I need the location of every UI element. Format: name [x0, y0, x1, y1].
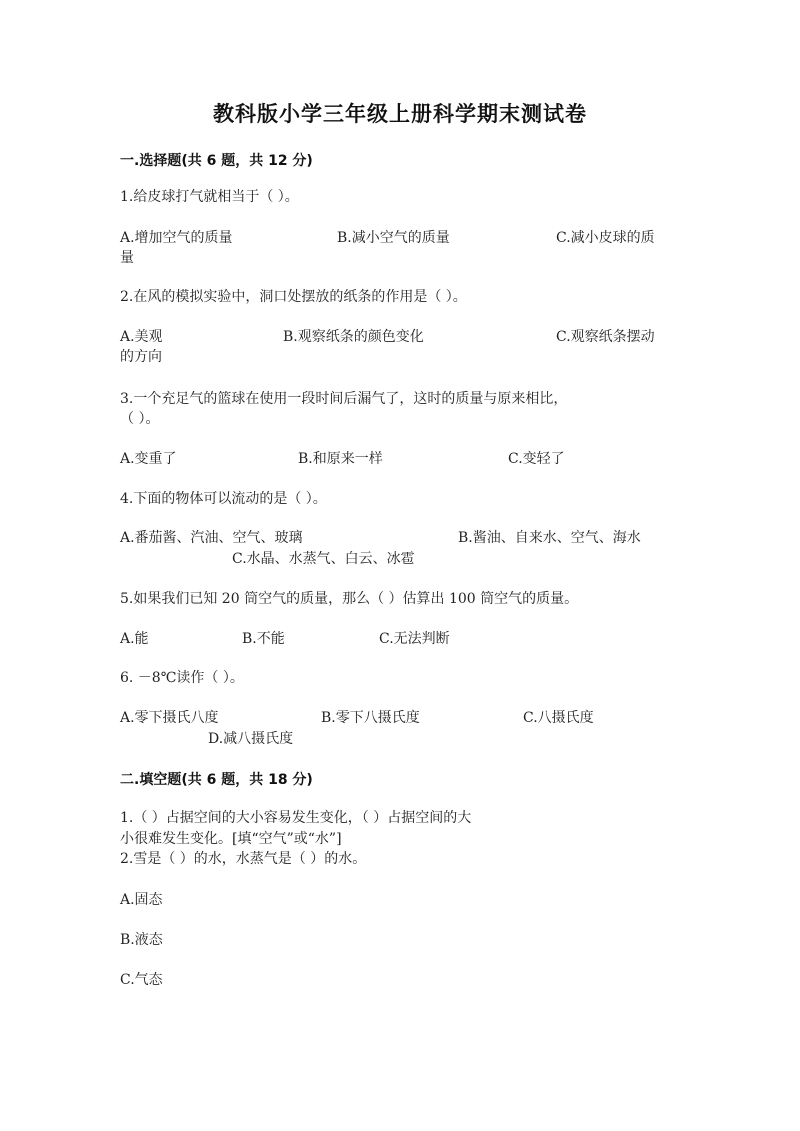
question-5-option-c: C.无法判断 — [379, 631, 450, 647]
question-1-option-a: A.增加空气的质量 — [120, 230, 233, 246]
fill-item-1-line-1: 1.（ ）占据空间的大小容易发生变化，（ ）占据空间的大 — [120, 810, 472, 826]
question-1-stem: 1.给皮球打气就相当于（ ）。 — [120, 189, 299, 205]
fill-option-b: B.液态 — [120, 932, 163, 948]
question-5-option-a: A.能 — [120, 631, 149, 647]
page-title: 教科版小学三年级上册科学期末测试卷 — [213, 102, 587, 126]
question-6-option-d: D.减八摄氏度 — [208, 731, 294, 747]
question-4-option-b: B.酱油、自来水、空气、海水 — [458, 530, 641, 546]
fill-option-a: A.固态 — [120, 892, 163, 908]
question-2-option-c-wrap: 的方向 — [120, 349, 162, 365]
question-3-stem-line-2: （ ）。 — [120, 411, 160, 427]
question-1-option-c-wrap: 量 — [120, 250, 134, 266]
question-1-option-b: B.减小空气的质量 — [337, 230, 450, 246]
question-2-option-c: C.观察纸条摆动 — [556, 329, 655, 345]
question-1-option-c: C.减小皮球的质 — [556, 230, 655, 246]
fill-item-1-line-2: 小很难发生变化。[填“空气”或“水”] — [120, 831, 342, 847]
fill-option-c: C.气态 — [120, 972, 163, 988]
question-5-option-b: B.不能 — [242, 631, 285, 647]
question-6-option-b: B.零下八摄氏度 — [321, 710, 420, 726]
fill-item-2: 2.雪是（ ）的水，水蒸气是（ ）的水。 — [120, 851, 367, 867]
question-6-stem: 6. －8℃读作（ ）。 — [120, 670, 244, 686]
question-4-stem: 4.下面的物体可以流动的是（ ）。 — [120, 491, 327, 507]
question-2-option-a: A.美观 — [120, 329, 163, 345]
section-heading-fill-in: 二.填空题(共 6 题，共 18 分) — [120, 772, 313, 788]
question-4-option-c: C.水晶、水蒸气、白云、冰雹 — [232, 551, 415, 567]
question-3-option-c: C.变轻了 — [508, 451, 565, 467]
question-3-option-a: A.变重了 — [120, 451, 177, 467]
question-2-stem: 2.在风的模拟实验中，洞口处摆放的纸条的作用是（ ）。 — [120, 289, 467, 305]
question-2-option-b: B.观察纸条的颜色变化 — [283, 329, 424, 345]
question-4-option-a: A.番茄酱、汽油、空气、玻璃 — [120, 530, 303, 546]
section-heading-choice: 一.选择题(共 6 题，共 12 分) — [120, 153, 313, 169]
question-6-option-c: C.八摄氏度 — [523, 710, 594, 726]
question-3-option-b: B.和原来一样 — [298, 451, 383, 467]
question-3-stem-line-1: 3.一个充足气的篮球在使用一段时间后漏气了，这时的质量与原来相比， — [120, 391, 568, 407]
question-5-stem: 5.如果我们已知 20 筒空气的质量，那么（ ）估算出 100 筒空气的质量。 — [120, 591, 579, 607]
question-6-option-a: A.零下摄氏八度 — [120, 710, 219, 726]
